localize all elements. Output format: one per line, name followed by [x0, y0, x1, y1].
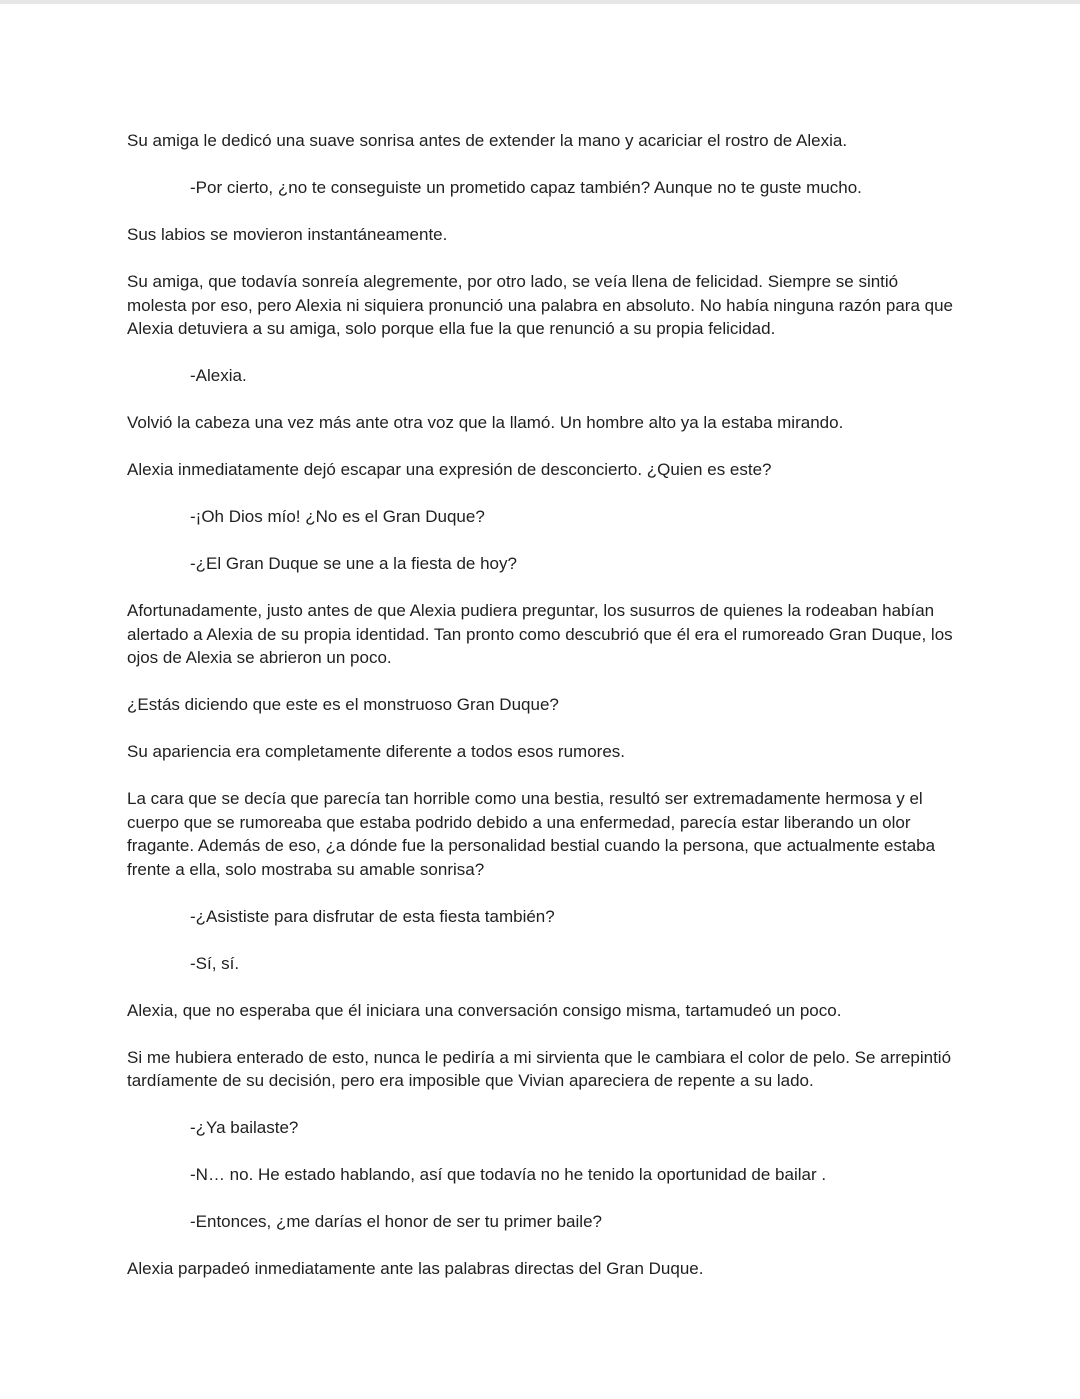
dialogue-line: -Alexia.	[190, 366, 247, 385]
dialogue-line: -¿Asististe para disfrutar de esta fiesta también?	[190, 906, 555, 926]
paragraph: Su amiga le dedicó una suave sonrisa antes de extender la mano y acariciar el rostro de Alexia.	[127, 131, 848, 150]
page-top-edge	[0, 0, 1080, 4]
dialogue-line: -N… no. He estado hablando, así que todavía no he tenido la oportunidad de bailar .	[190, 1165, 827, 1184]
dialogue-line: -¡Oh Dios mío! ¿No es el Gran Duque?	[190, 507, 485, 526]
dialogue-line: -Sí, sí.	[190, 953, 240, 973]
paragraph: Si me hubiera enterado de esto, nunca le pediría a mi sirvienta que le cambiara el color de pelo. Se arrepintió tardíamente de su decisión, pero era imposible que Vivian apareciera de repente a su lado.	[127, 1047, 952, 1090]
paragraph: Sus labios se movieron instantáneamente.	[127, 225, 448, 244]
document-body	[127, 118, 957, 1281]
paragraph: Su apariencia era completamente diferente a todos esos rumores.	[127, 742, 625, 761]
paragraph: ¿Estás diciendo que este es el monstruoso Gran Duque?	[127, 695, 559, 714]
dialogue-line: -¿Ya bailaste?	[190, 1118, 299, 1137]
dialogue-line: -Entonces, ¿me darías el honor de ser tu primer baile?	[190, 1212, 602, 1231]
dialogue-line: -¿El Gran Duque se une a la fiesta de hoy?	[190, 554, 517, 573]
paragraph: La cara que se decía que parecía tan horrible como una bestia, resultó ser extremadamente hermosa y el cuerpo que se rumoreaba que estaba podrido debido a una enfermedad, parecía estar liberando un olor fragante. Además de eso, ¿a dónde fue la personalidad bestial cuando la persona, que actualmente estaba frente a ella, solo mostraba su amable sonrisa?	[127, 789, 936, 879]
paragraph: Alexia, que no esperaba que él iniciara una conversación consigo misma, tartamudeó un poco.	[127, 1000, 842, 1020]
paragraph: Afortunadamente, justo antes de que Alexia pudiera preguntar, los susurros de quienes la rodeaban habían alertado a Alexia de su propia identidad. Tan pronto como descubrió que él era el rumoreado Gran Duque, los ojos de Alexia se abrieron un poco.	[127, 601, 953, 667]
dialogue-line: -Por cierto, ¿no te conseguiste un prometido capaz también? Aunque no te guste mucho.	[190, 178, 862, 197]
paragraph: Volvió la cabeza una vez más ante otra voz que la llamó. Un hombre alto ya la estaba mirando.	[127, 413, 844, 432]
paragraph: Alexia inmediatamente dejó escapar una expresión de desconcierto. ¿Quien es este?	[127, 460, 772, 479]
paragraph: Alexia parpadeó inmediatamente ante las palabras directas del Gran Duque.	[127, 1259, 704, 1278]
paragraph: Su amiga, que todavía sonreía alegremente, por otro lado, se veía llena de felicidad. Siempre se sintió molesta por eso, pero Alexia ni siquiera pronunció una palabra en absoluto. No había ninguna razón para que Alexia detuviera a su amiga, solo porque ella fue la que renunció a su propia felicidad.	[127, 272, 954, 338]
